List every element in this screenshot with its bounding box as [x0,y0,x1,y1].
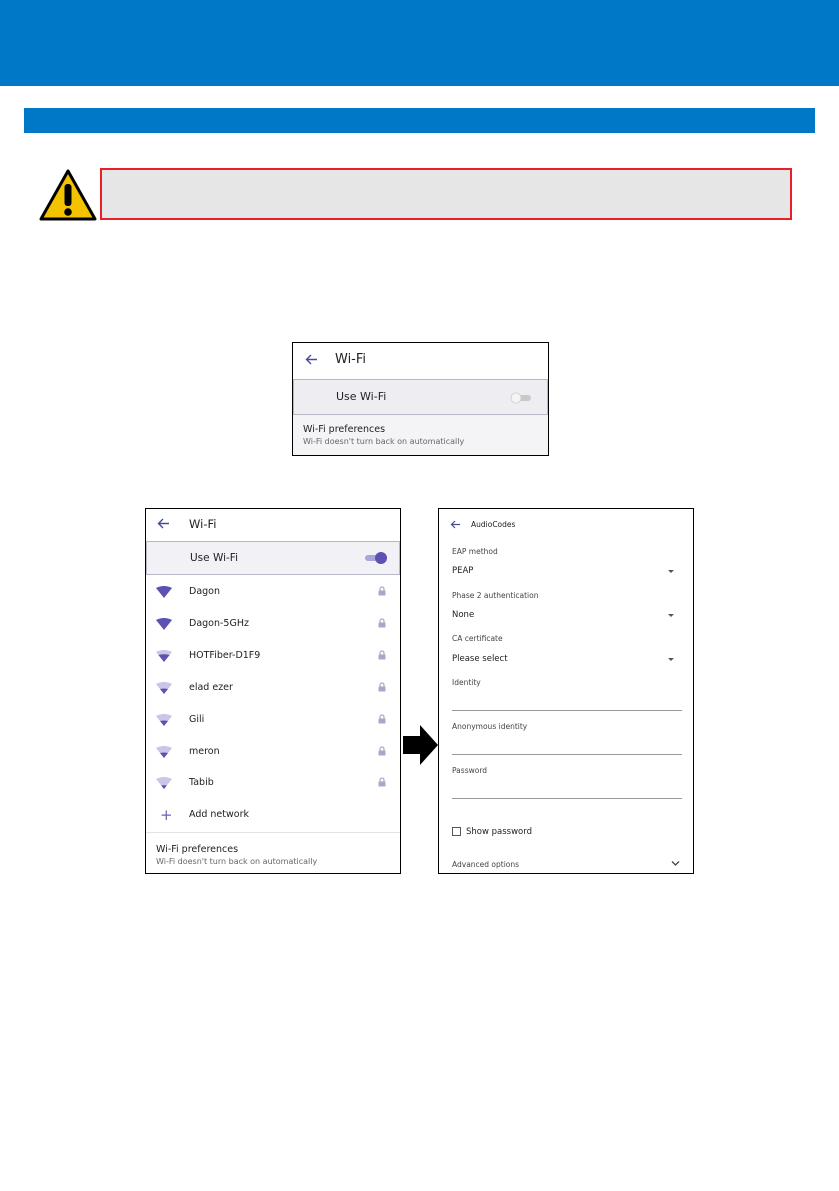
chevron-down-icon[interactable] [671,860,680,867]
network-name: meron [189,746,220,757]
network-name: elad ezer [189,682,233,693]
password-input[interactable] [452,798,682,799]
ca-certificate-label: CA certificate [452,634,503,643]
wifi-signal-icon [156,650,172,662]
wifi-signal-icon [156,586,172,598]
use-wifi-label: Use Wi-Fi [190,552,239,564]
show-password-checkbox[interactable] [452,827,461,836]
wifi-preferences-subtitle: Wi-Fi doesn't turn back on automatically [303,437,465,446]
network-list-item[interactable] [146,705,400,737]
wifi-toggle-off[interactable] [509,392,533,404]
wifi-signal-icon [156,746,172,758]
dropdown-arrow-icon[interactable] [668,658,674,661]
lock-icon [378,777,386,787]
dropdown-arrow-icon[interactable] [668,570,674,573]
lock-icon [378,682,386,692]
ca-certificate-select[interactable]: Please select [452,654,508,664]
network-list-item[interactable] [146,641,400,673]
header-banner [0,0,839,86]
anonymous-identity-label: Anonymous identity [452,722,528,731]
dropdown-arrow-icon[interactable] [668,614,674,617]
use-wifi-row[interactable] [293,379,548,415]
divider [146,832,400,833]
network-name: Dagon [189,586,221,597]
lock-icon [378,714,386,724]
back-arrow-icon[interactable] [157,518,170,529]
identity-label: Identity [452,678,481,687]
eap-method-select[interactable]: PEAP [452,566,474,576]
page-title: Wi-Fi [189,517,217,531]
network-list-item[interactable] [146,673,400,705]
use-wifi-label: Use Wi-Fi [336,390,387,403]
right-arrow-icon [403,725,439,765]
page-title: Wi-Fi [335,352,367,367]
phase2-auth-select[interactable]: None [452,610,475,620]
wifi-signal-icon [156,618,172,630]
eap-method-label: EAP method [452,547,498,556]
warning-note-box [100,168,792,220]
back-arrow-icon[interactable] [305,354,318,365]
advanced-options-label[interactable]: Advanced options [452,860,520,869]
network-config-screenshot [438,508,694,874]
show-password-label: Show password [466,827,532,837]
phase2-auth-label: Phase 2 authentication [452,591,539,600]
network-list-item[interactable] [146,737,400,769]
add-network-label: Add network [189,809,249,820]
wifi-signal-icon [156,777,172,789]
plus-icon: + [160,806,173,824]
lock-icon [378,650,386,660]
back-arrow-icon[interactable] [450,520,461,529]
password-label: Password [452,766,488,775]
network-name-title: AudioCodes [471,520,516,529]
network-name: Tabib [189,777,214,788]
wifi-preferences-title[interactable]: Wi-Fi preferences [156,844,239,855]
network-list-item[interactable] [146,577,400,609]
lock-icon [378,618,386,628]
section-heading-bar [24,108,815,133]
add-network-row[interactable] [146,800,400,832]
wifi-toggle-on[interactable] [363,551,389,565]
network-name: Dagon-5GHz [189,618,249,629]
lock-icon [378,746,386,756]
network-name: Gili [189,714,205,725]
anonymous-identity-input[interactable] [452,754,682,755]
lock-icon [378,586,386,596]
wifi-preferences-item[interactable] [293,415,548,455]
wifi-on-screenshot [145,508,401,874]
identity-input[interactable] [452,710,682,711]
network-name: HOTFiber-D1F9 [189,650,261,661]
wifi-signal-icon [156,714,172,726]
wifi-off-screenshot [292,342,549,456]
warning-triangle-icon [38,168,98,222]
network-list-item[interactable] [146,609,400,641]
wifi-preferences-title: Wi-Fi preferences [303,424,386,435]
wifi-signal-icon [156,682,172,694]
use-wifi-row[interactable] [146,541,400,575]
wifi-preferences-subtitle: Wi-Fi doesn't turn back on automatically [156,857,318,866]
network-list-item[interactable] [146,768,400,800]
